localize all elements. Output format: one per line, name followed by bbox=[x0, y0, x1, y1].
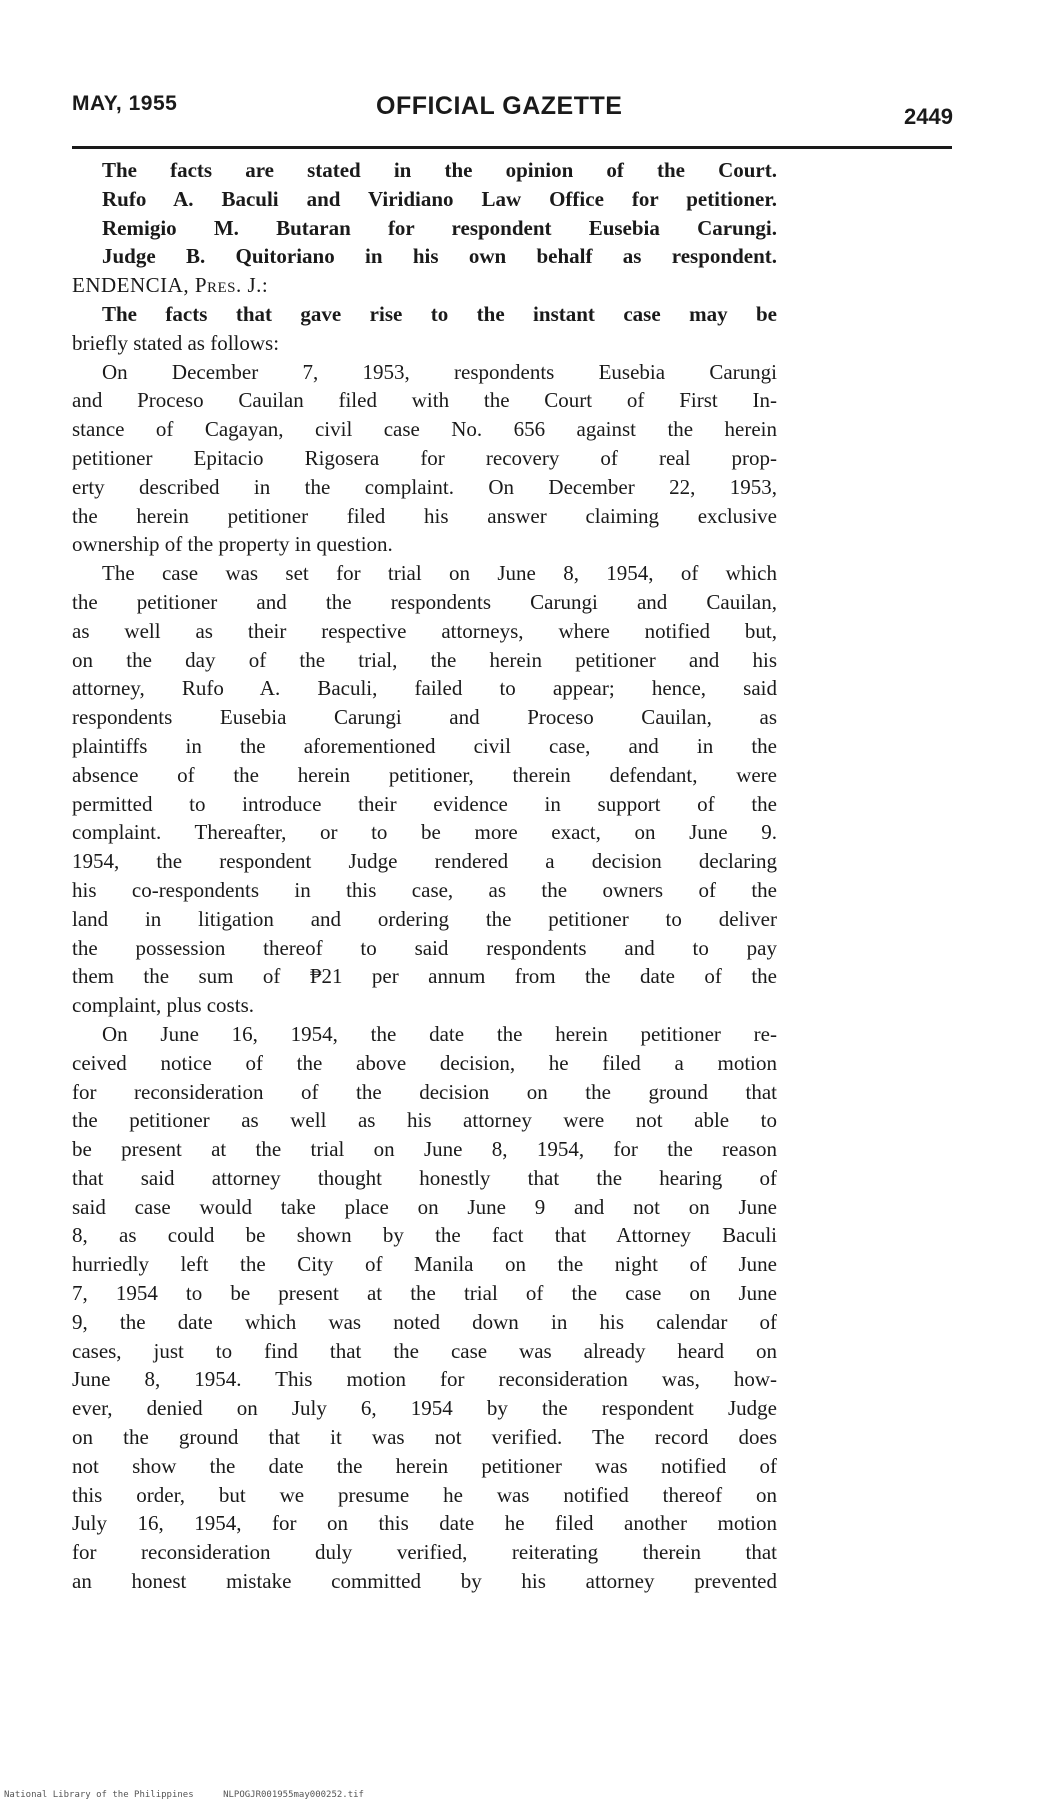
library-credit: National Library of the Philippines bbox=[4, 1790, 194, 1800]
text-line: the herein petitioner filed his answer claiming exclusive bbox=[72, 503, 777, 528]
text-line: respondents Eusebia Carungi and Proceso Cauilan, as bbox=[72, 705, 777, 730]
text-line: 8, as could be shown by the fact that Attorney Baculi bbox=[72, 1223, 777, 1248]
text-line: absence of the herein petitioner, therein defendant, were bbox=[72, 762, 777, 787]
issue-date: MAY, 1955 bbox=[72, 92, 178, 115]
text-line: this order, but we presume he was notified thereof on bbox=[72, 1482, 777, 1507]
text-line: July 16, 1954, for on this date he filed another motion bbox=[72, 1511, 777, 1536]
text-line: an honest mistake committed by his attorney prevented bbox=[72, 1569, 777, 1594]
text-line: 9, the date which was noted down in his calendar of bbox=[72, 1309, 777, 1334]
text-line: The case was set for trial on June 8, 1954, of which bbox=[102, 561, 777, 586]
text-line: Rufo A. Baculi and Viridiano Law Office for petitioner. bbox=[102, 186, 777, 211]
text-line: permitted to introduce their evidence in support of the bbox=[72, 791, 777, 816]
text-line: land in litigation and ordering the petitioner to deliver bbox=[72, 906, 777, 931]
text-line: ENDENCIA, Pres. J.: bbox=[72, 273, 269, 298]
publication-title: OFFICIAL GAZETTE bbox=[376, 92, 623, 120]
text-line: On December 7, 1953, respondents Eusebia Carungi bbox=[102, 359, 777, 384]
text-line: 1954, the respondent Judge rendered a decision declaring bbox=[72, 849, 777, 874]
scan-filename: NLPOGJR001955may000252.tif bbox=[223, 1790, 364, 1800]
text-line: petitioner Epitacio Rigosera for recovery of real prop- bbox=[72, 445, 777, 470]
text-line: the possession thereof to said respondents and to pay bbox=[72, 935, 777, 960]
text-line: the petitioner and the respondents Carungi and Cauilan, bbox=[72, 589, 777, 614]
text-line: not show the date the herein petitioner was notified of bbox=[72, 1453, 777, 1478]
text-line: ownership of the property in question. bbox=[72, 532, 393, 557]
text-line: The facts that gave rise to the instant case may be bbox=[102, 301, 777, 326]
text-line: On June 16, 1954, the date the herein petitioner re- bbox=[102, 1021, 777, 1046]
scan-footer bbox=[4, 1790, 388, 1800]
text-line: complaint, plus costs. bbox=[72, 993, 254, 1018]
text-line: complaint. Thereafter, or to be more exact, on June 9. bbox=[72, 820, 777, 845]
text-line: for reconsideration duly verified, reiterating therein that bbox=[72, 1540, 777, 1565]
text-line: attorney, Rufo A. Baculi, failed to appear; hence, said bbox=[72, 676, 777, 701]
text-line: 7, 1954 to be present at the trial of the case on June bbox=[72, 1281, 777, 1306]
text-line: the petitioner as well as his attorney were not able to bbox=[72, 1108, 777, 1133]
text-line: for reconsideration of the decision on the ground that bbox=[72, 1079, 777, 1104]
text-line: and Proceso Cauilan filed with the Court of First In- bbox=[72, 388, 777, 413]
text-line: briefly stated as follows: bbox=[72, 330, 280, 355]
text-line: his co-respondents in this case, as the owners of the bbox=[72, 877, 777, 902]
text-line: The facts are stated in the opinion of the Court. bbox=[102, 158, 777, 182]
text-line: June 8, 1954. This motion for reconsideration was, how- bbox=[72, 1367, 777, 1392]
text-line: on the ground that it was not verified. The record does bbox=[72, 1425, 777, 1450]
header-rule bbox=[72, 146, 952, 149]
text-line: ever, denied on July 6, 1954 by the respondent Judge bbox=[72, 1396, 777, 1421]
text-line: said case would take place on June 9 and not on June bbox=[72, 1194, 777, 1219]
text-line: Remigio M. Butaran for respondent Eusebia Carungi. bbox=[102, 215, 777, 240]
body-text bbox=[72, 156, 777, 1596]
text-line: Judge B. Quitoriano in his own behalf as respondent. bbox=[102, 244, 777, 269]
text-line: ceived notice of the above decision, he filed a motion bbox=[72, 1050, 777, 1075]
text-line: that said attorney thought honestly that the hearing of bbox=[72, 1165, 777, 1190]
text-line: plaintiffs in the aforementioned civil case, and in the bbox=[72, 733, 777, 758]
text-line: on the day of the trial, the herein petitioner and his bbox=[72, 647, 777, 672]
text-line: as well as their respective attorneys, where notified but, bbox=[72, 618, 777, 643]
text-line: be present at the trial on June 8, 1954, for the reason bbox=[72, 1137, 777, 1162]
text-line: stance of Cagayan, civil case No. 656 against the herein bbox=[72, 417, 777, 442]
page-header bbox=[60, 92, 965, 132]
text-line: cases, just to find that the case was already heard on bbox=[72, 1338, 777, 1363]
text-line: them the sum of ₱21 per annum from the date of the bbox=[72, 964, 777, 989]
text-line: hurriedly left the City of Manila on the night of June bbox=[72, 1252, 777, 1277]
text-line: erty described in the complaint. On December 22, 1953, bbox=[72, 474, 777, 499]
page-number: 2449 bbox=[904, 104, 953, 129]
